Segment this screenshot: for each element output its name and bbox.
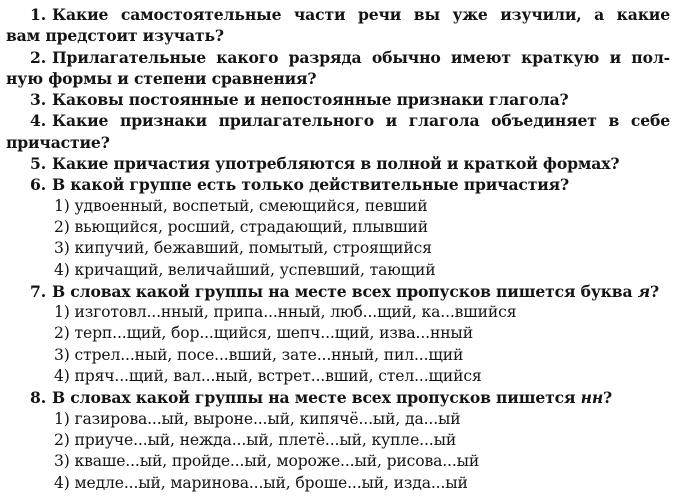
question-4-text: Какие признаки прилагательного и глагола объединяет в себе <box>51 111 670 131</box>
question-8-number: 8. <box>30 388 46 408</box>
question-8-text: В словах какой группы на месте всех пропусков пишется <box>51 388 581 408</box>
question-4-line-2: причастие? <box>6 132 110 152</box>
question-1-text: Какие самостоятельные части речи вы уже изучили, а какие <box>51 5 670 24</box>
question-7-option-1: 1) изготовл...нный, припа...нный, люб...щий, ка...вшийся <box>54 303 517 322</box>
question-7-line-1 <box>6 281 670 302</box>
question-6-line-1 <box>6 174 670 195</box>
question-8-tail: ? <box>603 388 613 408</box>
question-6-option-2: 2) вьющийся, росший, страдающий, плывший <box>54 217 428 236</box>
question-3-line-1 <box>6 89 670 110</box>
question-6-number: 6. <box>30 175 46 195</box>
question-3-text: Каковы постоянные и непостоянные признаки глагола? <box>51 90 569 110</box>
question-2-line-1 <box>6 47 670 68</box>
question-8-line-1 <box>6 387 670 408</box>
question-3-number: 3. <box>30 90 46 110</box>
question-4-line-1 <box>6 110 670 131</box>
question-1-number: 1. <box>30 5 46 24</box>
question-5-text: Какие причастия употребляются в полной и краткой формах? <box>51 154 620 174</box>
question-7-option-3: 3) стрел...ный, посе...вший, зате...нный, пил...щий <box>54 345 464 364</box>
question-7-option-4: 4) пряч...щий, вал...ный, встрет...вший, стел...щийся <box>54 367 482 386</box>
question-7-number: 7. <box>30 281 46 301</box>
question-7-emphasis: я <box>637 281 650 301</box>
question-6-option-1: 1) удвоенный, воспетый, смеющийся, певший <box>54 196 428 215</box>
question-2-number: 2. <box>30 47 46 67</box>
question-2-line-2: ную формы и степени сравнения? <box>6 68 317 88</box>
question-7-text: В словах какой группы на месте всех пропусков пишется буква <box>51 281 638 301</box>
question-8-option-1: 1) газирова...ый, выроне...ый, кипячё...ый, да...ый <box>54 409 461 428</box>
question-6-option-3: 3) кипучий, бежавший, помытый, строящийся <box>54 239 432 258</box>
question-6-option-4: 4) кричащий, величайший, успевший, тающий <box>54 260 436 279</box>
question-8-option-2: 2) приуче...ый, нежда...ый, плетё...ый, купле...ый <box>54 430 457 449</box>
question-8-emphasis: нн <box>580 388 604 408</box>
question-1-line-1 <box>6 4 670 25</box>
question-4-number: 4. <box>30 111 46 131</box>
question-8-option-3: 3) кваше...ый, пройде...ый, мороже...ый, рисова...ый <box>54 452 480 471</box>
question-1-line-2: вам предстоит изучать? <box>6 26 224 46</box>
question-7-option-2: 2) терп...щий, бор...щийся, шепч...щий, изва...нный <box>54 324 473 343</box>
question-5-number: 5. <box>30 154 46 174</box>
question-8-option-4: 4) медле...ый, маринова...ый, броше...ый, изда...ый <box>54 473 468 492</box>
question-5-line-1 <box>6 153 670 174</box>
question-2-text: Прилагательные какого разряда обычно имеют краткую и пол- <box>51 47 670 67</box>
question-6-text: В какой группе есть только действительные причастия? <box>51 175 570 195</box>
question-7-tail: ? <box>649 281 659 301</box>
